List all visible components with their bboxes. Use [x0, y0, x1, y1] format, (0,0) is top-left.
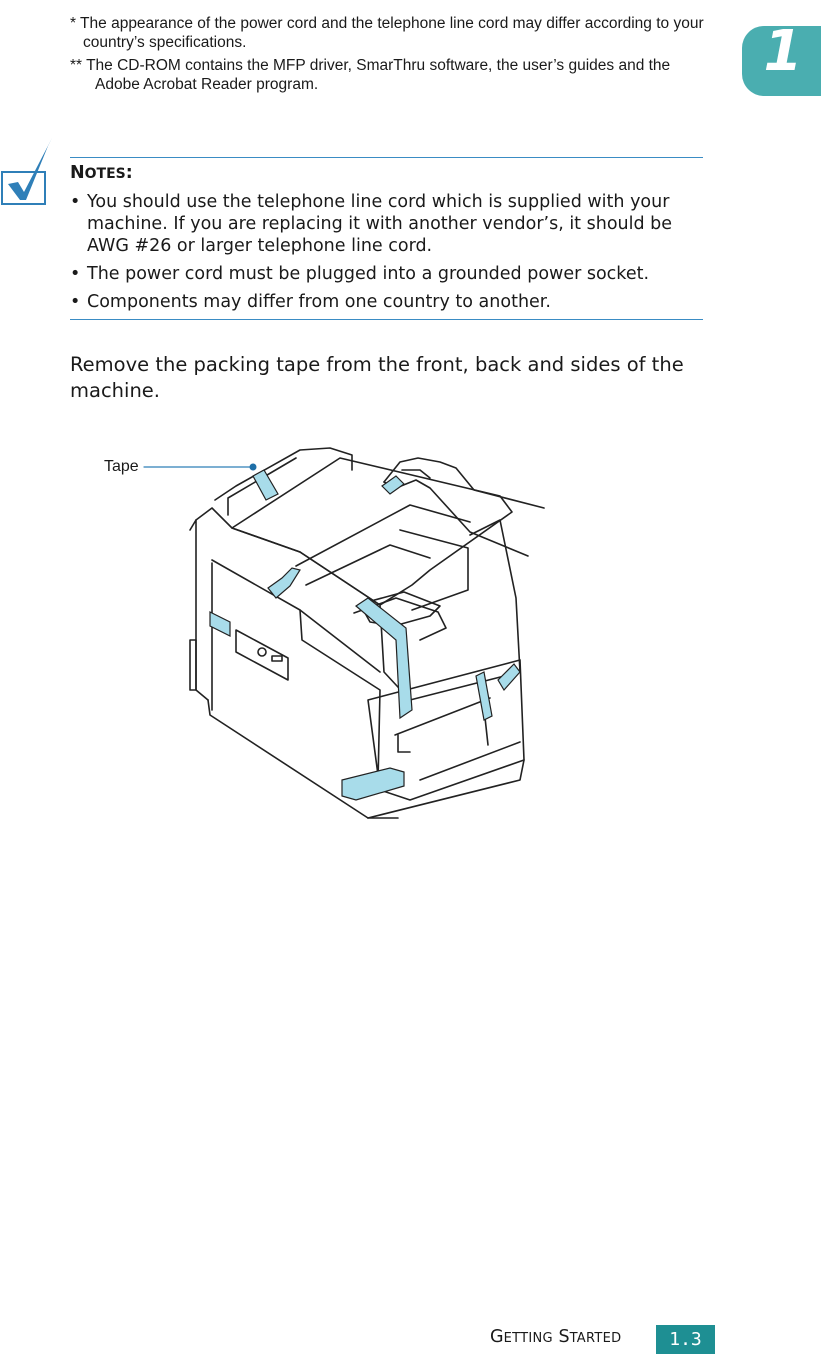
chapter-number: 1	[763, 19, 803, 84]
bullet-glyph: •	[70, 192, 81, 212]
notes-top-rule	[70, 157, 703, 158]
bullet-glyph: •	[70, 264, 81, 284]
notes-box	[70, 162, 710, 319]
title-initial-s: S	[558, 1327, 570, 1347]
note-item	[70, 191, 710, 257]
notes-title-colon: :	[125, 163, 133, 183]
notes-list	[70, 191, 710, 313]
instruction-text: Remove the packing tape from the front, back and sides of the machine.	[70, 353, 684, 402]
footnote-power-cord: * The appearance of the power cord and the telephone line cord may differ according to your country’s specifications.	[70, 15, 704, 51]
notes-bottom-rule	[70, 319, 703, 320]
notes-title-initial: N	[70, 163, 85, 183]
section-title	[490, 1326, 640, 1350]
footnotes	[70, 14, 710, 98]
printer-illustration	[0, 440, 600, 840]
title-rest-tarted: TARTED	[569, 1331, 622, 1346]
title-rest-etting: ETTING	[503, 1331, 553, 1346]
bullet-glyph: •	[70, 292, 81, 312]
note-text: The power cord must be plugged into a grounded power socket.	[87, 264, 650, 284]
note-item	[70, 263, 710, 285]
notes-title-rest: OTES	[84, 166, 126, 182]
note-item	[70, 291, 710, 313]
notes-title	[70, 162, 710, 185]
title-initial-g: G	[490, 1327, 504, 1347]
tape-callout-label: Tape	[104, 458, 139, 475]
note-text: Components may differ from one country to another.	[87, 292, 551, 312]
footnote-cd-rom: ** The CD-ROM contains the MFP driver, SmarThru software, the user’s guides and the Adobe Acrobat Reader program.	[70, 57, 671, 93]
checkmark-icon	[0, 132, 56, 208]
page-number: 1.3	[656, 1325, 715, 1354]
note-text: You should use the telephone line cord which is supplied with your machine. If you are replacing it with another vendor’s, it should be AWG #26 or larger telephone line cord.	[87, 192, 673, 256]
